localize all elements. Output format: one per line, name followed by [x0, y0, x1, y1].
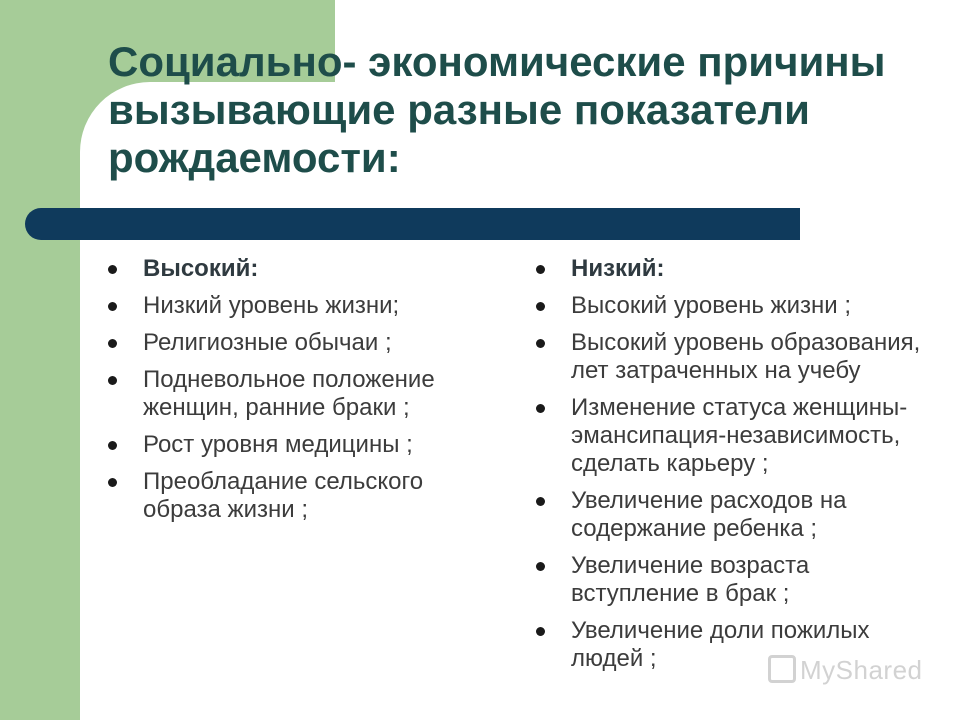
bullet-icon	[108, 339, 117, 348]
slide-title: Социально- экономические причины вызывающие разные показатели рождаемости:	[108, 38, 886, 181]
bullet-icon	[108, 478, 117, 487]
list-item: Подневольное положение женщин, ранние браки ;	[106, 366, 506, 422]
list-item: Рост уровня медицины ;	[106, 431, 506, 459]
list-heading-high: Высокий:	[106, 255, 506, 283]
high-birthrate-list	[106, 255, 506, 533]
low-birthrate-list	[534, 255, 924, 682]
list-item: Религиозные обычаи ;	[106, 329, 506, 357]
watermark-logo-icon	[768, 655, 796, 683]
title-divider-bar	[25, 208, 800, 240]
bullet-icon	[108, 265, 117, 274]
bullet-icon	[108, 302, 117, 311]
list-item: Увеличение доли пожилых людей ;	[534, 617, 924, 673]
list-heading-low: Низкий:	[534, 255, 924, 283]
list-item: Увеличение расходов на содержание ребенка ;	[534, 487, 924, 543]
bullet-icon	[108, 441, 117, 450]
bullet-icon	[108, 376, 117, 385]
bullet-icon	[536, 497, 545, 506]
bullet-icon	[536, 302, 545, 311]
list-item: Высокий уровень образования, лет затраченных на учебу	[534, 329, 924, 385]
bullet-icon	[536, 562, 545, 571]
bullet-icon	[536, 627, 545, 636]
bullet-icon	[536, 339, 545, 348]
list-item: Преобладание сельского образа жизни ;	[106, 468, 506, 524]
list-item: Низкий уровень жизни;	[106, 292, 506, 320]
list-item: Увеличение возраста вступление в брак ;	[534, 552, 924, 608]
watermark: MyShared	[768, 655, 923, 686]
bullet-icon	[536, 265, 545, 274]
list-item: Высокий уровень жизни ;	[534, 292, 924, 320]
bullet-icon	[536, 404, 545, 413]
list-item: Изменение статуса женщины-эмансипация-независимость, сделать карьеру ;	[534, 394, 924, 478]
